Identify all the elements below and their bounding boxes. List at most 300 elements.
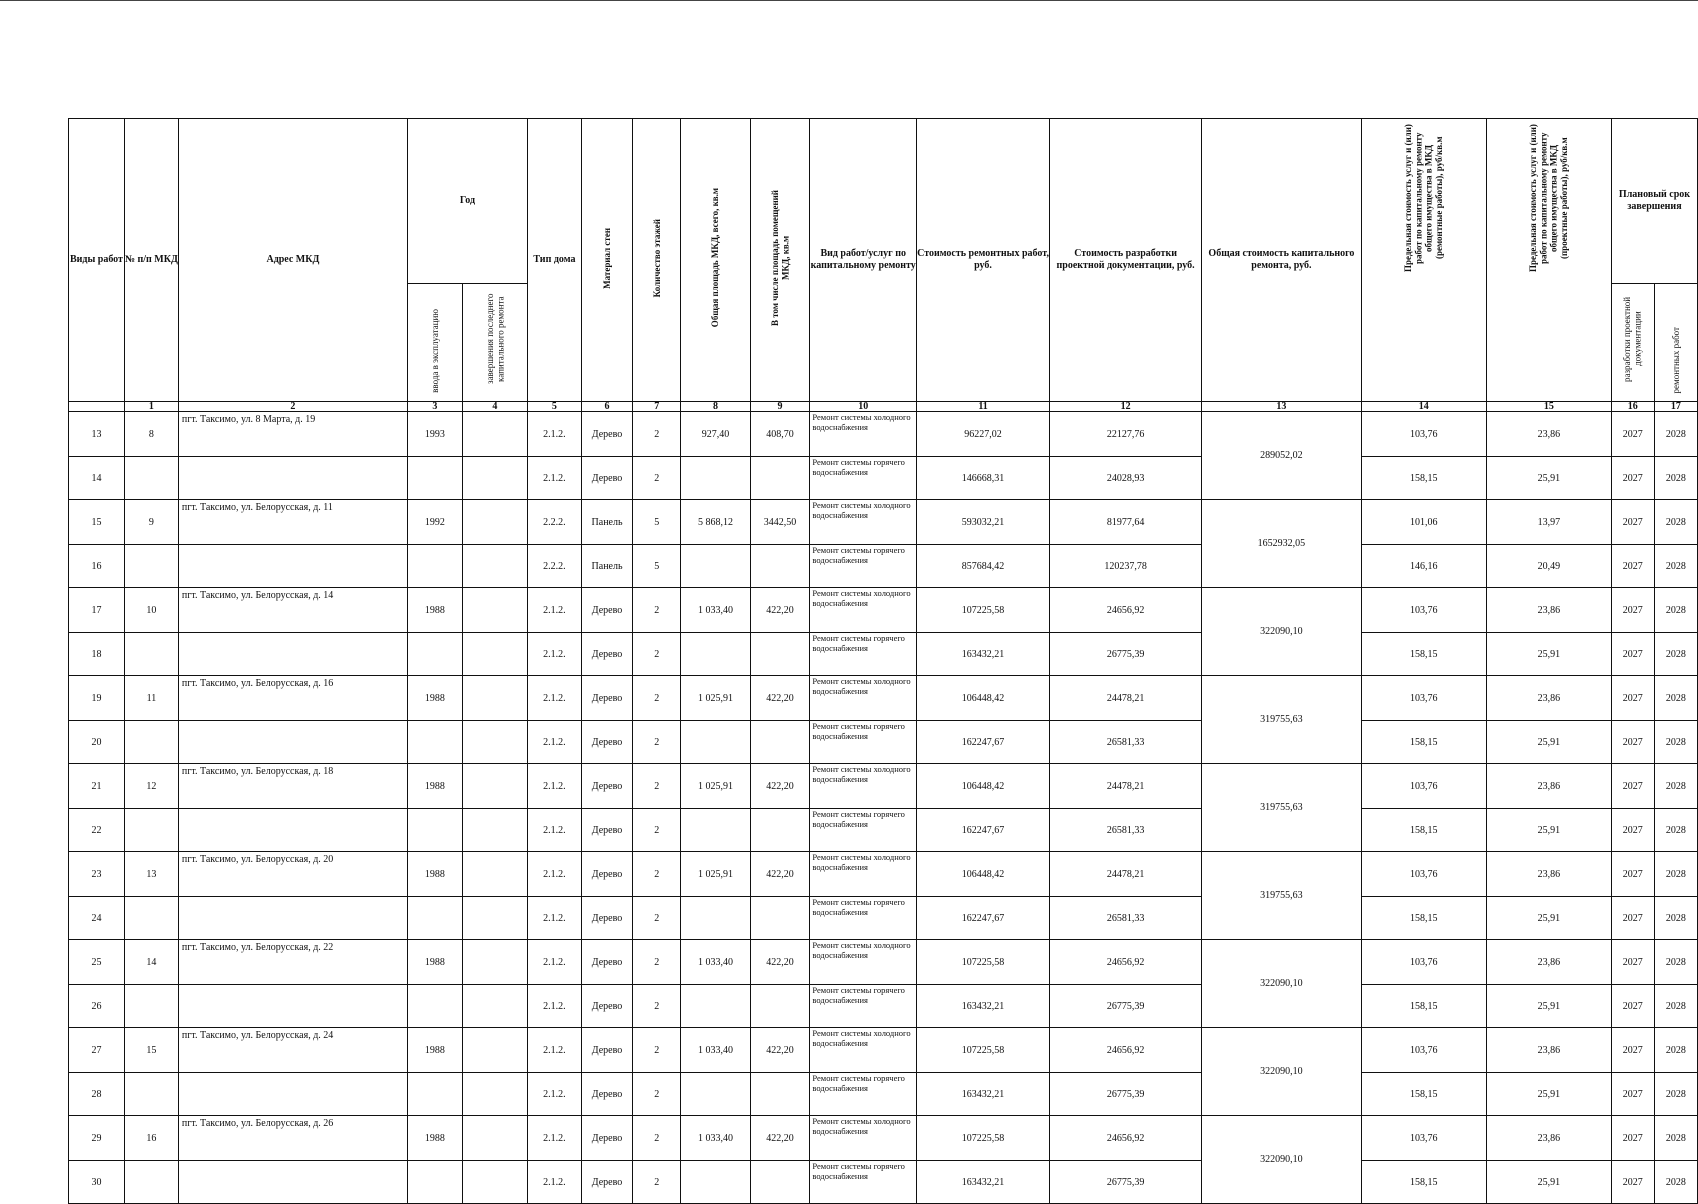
cell-deadline-design: 2027 <box>1611 721 1654 764</box>
cell-wall-material: Дерево <box>581 588 632 633</box>
cell-mkd-number: 16 <box>124 1116 178 1161</box>
cell-deadline-repair: 2028 <box>1654 721 1697 764</box>
cell-work-type: Ремонт системы холодного водоснабжения <box>810 1028 917 1073</box>
cell-design-cost: 24656,92 <box>1050 588 1202 633</box>
cell-rooms-area-empty <box>750 457 810 500</box>
cell-work-type: Ремонт системы горячего водоснабжения <box>810 1073 917 1116</box>
column-number: 9 <box>750 402 810 412</box>
cell-address-empty <box>178 809 407 852</box>
cell-total-area: 1 033,40 <box>681 940 750 985</box>
table-row <box>69 1028 1698 1073</box>
cell-design-cost: 26775,39 <box>1050 1161 1202 1204</box>
cell-year-commission: 1988 <box>407 1116 462 1161</box>
header-stoimost-rem: Стоимость ремонтных работ, руб. <box>916 119 1049 402</box>
cell-year-last-repair <box>462 897 527 940</box>
header-god-remonta-text: завершения последнего капитального ремонта <box>484 293 505 385</box>
cell-year-last-repair <box>462 985 527 1028</box>
cell-year-last-repair <box>462 545 527 588</box>
cell-address-empty <box>178 457 407 500</box>
cell-floors: 2 <box>633 1073 681 1116</box>
cell-limit-repair: 158,15 <box>1361 897 1486 940</box>
cell-mkd-number: 12 <box>124 764 178 809</box>
cell-year-last-repair <box>462 588 527 633</box>
header-ploshad-obshaya <box>681 119 750 402</box>
cell-limit-design: 23,86 <box>1486 852 1611 897</box>
cell-repair-cost: 96227,02 <box>916 412 1049 457</box>
cell-repair-cost: 106448,42 <box>916 852 1049 897</box>
cell-total-cost: 289052,02 <box>1202 412 1362 500</box>
column-number: 5 <box>527 402 581 412</box>
cell-repair-cost: 162247,67 <box>916 897 1049 940</box>
cell-year-last-repair <box>462 412 527 457</box>
cell-rooms-area: 408,70 <box>750 412 810 457</box>
cell-design-cost: 24478,21 <box>1050 764 1202 809</box>
cell-work-type: Ремонт системы горячего водоснабжения <box>810 1161 917 1204</box>
cell-house-type: 2.1.2. <box>527 764 581 809</box>
cell-total-area: 5 868,12 <box>681 500 750 545</box>
table-row <box>69 500 1698 545</box>
cell-rooms-area: 422,20 <box>750 676 810 721</box>
cell-row-number: 26 <box>69 985 125 1028</box>
column-number-row <box>69 402 1698 412</box>
cell-design-cost: 24656,92 <box>1050 1028 1202 1073</box>
cell-repair-cost: 163432,21 <box>916 985 1049 1028</box>
cell-year-last-repair <box>462 1028 527 1073</box>
cell-wall-material: Дерево <box>581 633 632 676</box>
cell-year-last-repair <box>462 500 527 545</box>
cell-limit-design: 13,97 <box>1486 500 1611 545</box>
cell-total-area-empty <box>681 457 750 500</box>
cell-address: пгт. Таксимо, ул. Белорусская, д. 14 <box>178 588 407 633</box>
cell-deadline-design: 2027 <box>1611 897 1654 940</box>
header-srok-proekt-text: разработки проектной документации <box>1622 296 1643 382</box>
cell-house-type: 2.1.2. <box>527 1116 581 1161</box>
cell-year-commission: 1988 <box>407 676 462 721</box>
header-etazhi <box>633 119 681 402</box>
cell-deadline-design: 2027 <box>1611 852 1654 897</box>
cell-row-number: 20 <box>69 721 125 764</box>
header-material-text: Материал стен <box>601 227 612 289</box>
cell-mkd-number: 15 <box>124 1028 178 1073</box>
cell-wall-material: Дерево <box>581 1073 632 1116</box>
cell-total-area-empty <box>681 897 750 940</box>
cell-address-empty <box>178 985 407 1028</box>
cell-limit-repair: 103,76 <box>1361 588 1486 633</box>
table-row <box>69 985 1698 1028</box>
cell-wall-material: Дерево <box>581 940 632 985</box>
cell-year-commission-empty <box>407 809 462 852</box>
cell-work-type: Ремонт системы холодного водоснабжения <box>810 764 917 809</box>
column-number: 2 <box>178 402 407 412</box>
cell-deadline-repair: 2028 <box>1654 1116 1697 1161</box>
table-body <box>69 412 1698 1204</box>
cell-house-type: 2.1.2. <box>527 1073 581 1116</box>
cell-year-last-repair <box>462 633 527 676</box>
cell-design-cost: 81977,64 <box>1050 500 1202 545</box>
column-number: 4 <box>462 402 527 412</box>
cell-year-last-repair <box>462 852 527 897</box>
column-number: 12 <box>1050 402 1202 412</box>
column-number: 11 <box>916 402 1049 412</box>
cell-mkd-number: 8 <box>124 412 178 457</box>
cell-repair-cost: 107225,58 <box>916 1028 1049 1073</box>
cell-work-type: Ремонт системы горячего водоснабжения <box>810 721 917 764</box>
table-row <box>69 1073 1698 1116</box>
cell-total-area: 1 033,40 <box>681 1028 750 1073</box>
cell-mkd-number-empty <box>124 633 178 676</box>
cell-deadline-design: 2027 <box>1611 1116 1654 1161</box>
cell-design-cost: 24478,21 <box>1050 676 1202 721</box>
cell-limit-repair: 158,15 <box>1361 1161 1486 1204</box>
cell-work-type: Ремонт системы холодного водоснабжения <box>810 1116 917 1161</box>
cell-limit-design: 25,91 <box>1486 809 1611 852</box>
cell-house-type: 2.1.2. <box>527 1028 581 1073</box>
cell-deadline-repair: 2028 <box>1654 1161 1697 1204</box>
cell-total-cost: 1652932,05 <box>1202 500 1362 588</box>
cell-limit-design: 20,49 <box>1486 545 1611 588</box>
cell-limit-design: 23,86 <box>1486 1028 1611 1073</box>
cell-rooms-area-empty <box>750 897 810 940</box>
cell-floors: 5 <box>633 500 681 545</box>
cell-wall-material: Панель <box>581 545 632 588</box>
cell-wall-material: Дерево <box>581 897 632 940</box>
cell-total-area: 1 025,91 <box>681 764 750 809</box>
cell-row-number: 14 <box>69 457 125 500</box>
header-vid-uslug: Вид работ/услуг по капитальному ремонту <box>810 119 917 402</box>
column-number: 16 <box>1611 402 1654 412</box>
column-number: 6 <box>581 402 632 412</box>
cell-house-type: 2.1.2. <box>527 809 581 852</box>
cell-limit-repair: 146,16 <box>1361 545 1486 588</box>
cell-repair-cost: 107225,58 <box>916 588 1049 633</box>
cell-rooms-area-empty <box>750 721 810 764</box>
cell-repair-cost: 106448,42 <box>916 764 1049 809</box>
column-number: 7 <box>633 402 681 412</box>
cell-total-cost: 322090,10 <box>1202 1028 1362 1116</box>
cell-total-area-empty <box>681 721 750 764</box>
cell-deadline-design: 2027 <box>1611 809 1654 852</box>
cell-house-type: 2.1.2. <box>527 940 581 985</box>
column-number: 15 <box>1486 402 1611 412</box>
table-row <box>69 457 1698 500</box>
cell-floors: 5 <box>633 545 681 588</box>
table-row <box>69 764 1698 809</box>
cell-limit-design: 25,91 <box>1486 1161 1611 1204</box>
cell-row-number: 17 <box>69 588 125 633</box>
cell-limit-repair: 158,15 <box>1361 457 1486 500</box>
cell-rooms-area: 422,20 <box>750 588 810 633</box>
cell-floors: 2 <box>633 1161 681 1204</box>
cell-row-number: 13 <box>69 412 125 457</box>
cell-wall-material: Дерево <box>581 412 632 457</box>
cell-year-last-repair <box>462 764 527 809</box>
cell-deadline-repair: 2028 <box>1654 676 1697 721</box>
cell-work-type: Ремонт системы холодного водоснабжения <box>810 588 917 633</box>
cell-year-last-repair <box>462 457 527 500</box>
cell-deadline-design: 2027 <box>1611 545 1654 588</box>
header-god-remonta <box>462 284 527 402</box>
cell-design-cost: 24028,93 <box>1050 457 1202 500</box>
cell-wall-material: Дерево <box>581 1161 632 1204</box>
cell-total-cost: 322090,10 <box>1202 588 1362 676</box>
cell-limit-design: 23,86 <box>1486 1116 1611 1161</box>
cell-design-cost: 24478,21 <box>1050 852 1202 897</box>
column-number: 17 <box>1654 402 1697 412</box>
cell-house-type: 2.1.2. <box>527 412 581 457</box>
cell-rooms-area: 422,20 <box>750 1028 810 1073</box>
cell-total-area-empty <box>681 633 750 676</box>
cell-row-number: 28 <box>69 1073 125 1116</box>
cell-mkd-number-empty <box>124 721 178 764</box>
cell-work-type: Ремонт системы холодного водоснабжения <box>810 852 917 897</box>
cell-address: пгт. Таксимо, ул. Белорусская, д. 18 <box>178 764 407 809</box>
cell-rooms-area: 422,20 <box>750 852 810 897</box>
cell-work-type: Ремонт системы горячего водоснабжения <box>810 633 917 676</box>
cell-deadline-design: 2027 <box>1611 457 1654 500</box>
cell-address: пгт. Таксимо, ул. Белорусская, д. 20 <box>178 852 407 897</box>
cell-deadline-repair: 2028 <box>1654 412 1697 457</box>
cell-address-empty <box>178 721 407 764</box>
cell-total-cost: 322090,10 <box>1202 1116 1362 1204</box>
cell-year-last-repair <box>462 940 527 985</box>
cell-deadline-design: 2027 <box>1611 764 1654 809</box>
cell-floors: 2 <box>633 721 681 764</box>
cell-deadline-design: 2027 <box>1611 1073 1654 1116</box>
cell-floors: 2 <box>633 412 681 457</box>
cell-house-type: 2.2.2. <box>527 545 581 588</box>
cell-year-commission-empty <box>407 721 462 764</box>
header-tip-doma: Тип дома <box>527 119 581 402</box>
cell-total-area-empty <box>681 545 750 588</box>
cell-repair-cost: 593032,21 <box>916 500 1049 545</box>
cell-year-commission: 1988 <box>407 940 462 985</box>
cell-mkd-number-empty <box>124 545 178 588</box>
table-row <box>69 676 1698 721</box>
cell-mkd-number: 13 <box>124 852 178 897</box>
cell-wall-material: Дерево <box>581 764 632 809</box>
header-srok: Плановый срок завершения <box>1611 119 1697 284</box>
header-pred-rem-text: Предельная стоимость услуг и (или) работ по капитальному ремонту общего имущества в МКД (ремонтные работы), руб/кв.м <box>1403 124 1445 272</box>
cell-total-cost: 319755,63 <box>1202 676 1362 764</box>
cell-address-empty <box>178 545 407 588</box>
cell-wall-material: Дерево <box>581 1116 632 1161</box>
cell-deadline-repair: 2028 <box>1654 545 1697 588</box>
cell-floors: 2 <box>633 809 681 852</box>
cell-row-number: 22 <box>69 809 125 852</box>
cell-house-type: 2.1.2. <box>527 1161 581 1204</box>
cell-deadline-design: 2027 <box>1611 940 1654 985</box>
cell-year-commission: 1988 <box>407 1028 462 1073</box>
cell-address: пгт. Таксимо, ул. Белорусская, д. 24 <box>178 1028 407 1073</box>
header-nomer-mkd: № п/п МКД <box>124 119 178 402</box>
cell-rooms-area-empty <box>750 809 810 852</box>
column-number: 8 <box>681 402 750 412</box>
header-ploshad-pomesh-text: В том числе площадь помещений МКД, кв.м <box>769 190 791 326</box>
cell-address: пгт. Таксимо, ул. Белорусская, д. 11 <box>178 500 407 545</box>
cell-year-commission-empty <box>407 1161 462 1204</box>
cell-address: пгт. Таксимо, ул. Белорусская, д. 22 <box>178 940 407 985</box>
cell-rooms-area: 422,20 <box>750 1116 810 1161</box>
cell-house-type: 2.1.2. <box>527 721 581 764</box>
cell-total-area: 927,40 <box>681 412 750 457</box>
cell-deadline-design: 2027 <box>1611 676 1654 721</box>
cell-mkd-number: 9 <box>124 500 178 545</box>
cell-limit-repair: 103,76 <box>1361 1116 1486 1161</box>
header-etazhi-text: Количество этажей <box>651 218 662 298</box>
cell-floors: 2 <box>633 588 681 633</box>
cell-mkd-number: 10 <box>124 588 178 633</box>
cell-row-number: 29 <box>69 1116 125 1161</box>
cell-year-last-repair <box>462 676 527 721</box>
cell-mkd-number-empty <box>124 809 178 852</box>
table-row <box>69 809 1698 852</box>
header-god: Год <box>407 119 527 284</box>
cell-work-type: Ремонт системы холодного водоснабжения <box>810 676 917 721</box>
cell-repair-cost: 162247,67 <box>916 809 1049 852</box>
cell-work-type: Ремонт системы горячего водоснабжения <box>810 809 917 852</box>
cell-total-cost: 319755,63 <box>1202 764 1362 852</box>
cell-limit-repair: 103,76 <box>1361 764 1486 809</box>
column-number: 10 <box>810 402 917 412</box>
cell-limit-design: 25,91 <box>1486 1073 1611 1116</box>
cell-row-number: 19 <box>69 676 125 721</box>
cell-design-cost: 26581,33 <box>1050 721 1202 764</box>
cell-deadline-repair: 2028 <box>1654 1073 1697 1116</box>
header-srok-rem-text: ремонтных работ <box>1670 326 1681 393</box>
cell-limit-design: 23,86 <box>1486 588 1611 633</box>
cell-address: пгт. Таксимо, ул. Белорусская, д. 26 <box>178 1116 407 1161</box>
cell-limit-repair: 158,15 <box>1361 1073 1486 1116</box>
cell-total-area-empty <box>681 809 750 852</box>
header-stoimost-proekt: Стоимость разработки проектной документации, руб. <box>1050 119 1202 402</box>
cell-limit-design: 25,91 <box>1486 457 1611 500</box>
cell-deadline-repair: 2028 <box>1654 897 1697 940</box>
cell-year-last-repair <box>462 1161 527 1204</box>
cell-year-last-repair <box>462 809 527 852</box>
cell-wall-material: Дерево <box>581 985 632 1028</box>
cell-limit-repair: 158,15 <box>1361 633 1486 676</box>
cell-house-type: 2.1.2. <box>527 897 581 940</box>
cell-total-area-empty <box>681 985 750 1028</box>
cell-deadline-repair: 2028 <box>1654 940 1697 985</box>
cell-mkd-number: 11 <box>124 676 178 721</box>
cell-deadline-repair: 2028 <box>1654 633 1697 676</box>
header-srok-rem <box>1654 284 1697 402</box>
cell-rooms-area-empty <box>750 1073 810 1116</box>
cell-wall-material: Дерево <box>581 721 632 764</box>
cell-year-commission: 1988 <box>407 764 462 809</box>
table-row <box>69 852 1698 897</box>
cell-deadline-design: 2027 <box>1611 1161 1654 1204</box>
cell-total-area-empty <box>681 1073 750 1116</box>
cell-mkd-number-empty <box>124 985 178 1028</box>
header-ploshad-pomesh <box>750 119 810 402</box>
cell-year-commission-empty <box>407 897 462 940</box>
cell-total-area-empty <box>681 1161 750 1204</box>
cell-design-cost: 24656,92 <box>1050 1116 1202 1161</box>
cell-total-area: 1 033,40 <box>681 588 750 633</box>
cell-mkd-number-empty <box>124 457 178 500</box>
cell-deadline-design: 2027 <box>1611 412 1654 457</box>
cell-work-type: Ремонт системы горячего водоснабжения <box>810 897 917 940</box>
cell-limit-repair: 158,15 <box>1361 809 1486 852</box>
cell-rooms-area: 3442,50 <box>750 500 810 545</box>
cell-rooms-area-empty <box>750 985 810 1028</box>
cell-wall-material: Дерево <box>581 852 632 897</box>
table-row <box>69 940 1698 985</box>
header-pred-rem <box>1361 119 1486 402</box>
header-adres: Адрес МКД <box>178 119 407 402</box>
header-pred-proekt-text: Предельная стоимость услуг и (или) работ по капитальному ремонту общего имущества в МКД (проектные работы), руб/кв.м <box>1528 124 1570 272</box>
cell-address: пгт. Таксимо, ул. 8 Марта, д. 19 <box>178 412 407 457</box>
cell-row-number: 16 <box>69 545 125 588</box>
cell-repair-cost: 162247,67 <box>916 721 1049 764</box>
cell-floors: 2 <box>633 940 681 985</box>
cell-rooms-area: 422,20 <box>750 764 810 809</box>
cell-floors: 2 <box>633 1116 681 1161</box>
cell-deadline-design: 2027 <box>1611 1028 1654 1073</box>
column-number: 14 <box>1361 402 1486 412</box>
cell-limit-repair: 158,15 <box>1361 721 1486 764</box>
header-god-vvoda <box>407 284 462 402</box>
table-row <box>69 412 1698 457</box>
cell-limit-repair: 103,76 <box>1361 1028 1486 1073</box>
cell-year-last-repair <box>462 1073 527 1116</box>
cell-deadline-repair: 2028 <box>1654 985 1697 1028</box>
cell-row-number: 18 <box>69 633 125 676</box>
header-row-main <box>69 119 1698 284</box>
cell-limit-design: 25,91 <box>1486 897 1611 940</box>
cell-repair-cost: 163432,21 <box>916 1161 1049 1204</box>
cell-limit-repair: 103,76 <box>1361 940 1486 985</box>
cell-year-commission: 1988 <box>407 588 462 633</box>
top-border-line <box>0 0 1698 1</box>
header-vid-rabot: Виды работ <box>69 119 125 402</box>
cell-repair-cost: 857684,42 <box>916 545 1049 588</box>
cell-limit-repair: 103,76 <box>1361 676 1486 721</box>
cell-deadline-repair: 2028 <box>1654 809 1697 852</box>
cell-mkd-number-empty <box>124 897 178 940</box>
column-number: 13 <box>1202 402 1362 412</box>
cell-deadline-design: 2027 <box>1611 633 1654 676</box>
cell-deadline-design: 2027 <box>1611 588 1654 633</box>
cell-total-cost: 319755,63 <box>1202 852 1362 940</box>
cell-house-type: 2.1.2. <box>527 633 581 676</box>
cell-work-type: Ремонт системы горячего водоснабжения <box>810 985 917 1028</box>
cell-rooms-area-empty <box>750 545 810 588</box>
cell-design-cost: 26775,39 <box>1050 1073 1202 1116</box>
header-ploshad-obshaya-text: Общая площадь МКД, всего, кв.м <box>710 188 721 328</box>
cell-limit-design: 25,91 <box>1486 985 1611 1028</box>
cell-deadline-repair: 2028 <box>1654 764 1697 809</box>
cell-floors: 2 <box>633 852 681 897</box>
cell-repair-cost: 163432,21 <box>916 1073 1049 1116</box>
cell-year-commission-empty <box>407 457 462 500</box>
table-row <box>69 721 1698 764</box>
header-god-vvoda-text: ввода в эксплуатацию <box>429 309 440 393</box>
cell-limit-design: 25,91 <box>1486 721 1611 764</box>
header-obshaya-stoimost: Общая стоимость капитального ремонта, руб. <box>1202 119 1362 402</box>
cell-year-commission-empty <box>407 985 462 1028</box>
cell-address-empty <box>178 1073 407 1116</box>
cell-house-type: 2.1.2. <box>527 985 581 1028</box>
cell-design-cost: 22127,76 <box>1050 412 1202 457</box>
cell-work-type: Ремонт системы холодного водоснабжения <box>810 940 917 985</box>
cell-year-last-repair <box>462 721 527 764</box>
cell-house-type: 2.1.2. <box>527 457 581 500</box>
cell-mkd-number: 14 <box>124 940 178 985</box>
cell-year-commission: 1988 <box>407 852 462 897</box>
